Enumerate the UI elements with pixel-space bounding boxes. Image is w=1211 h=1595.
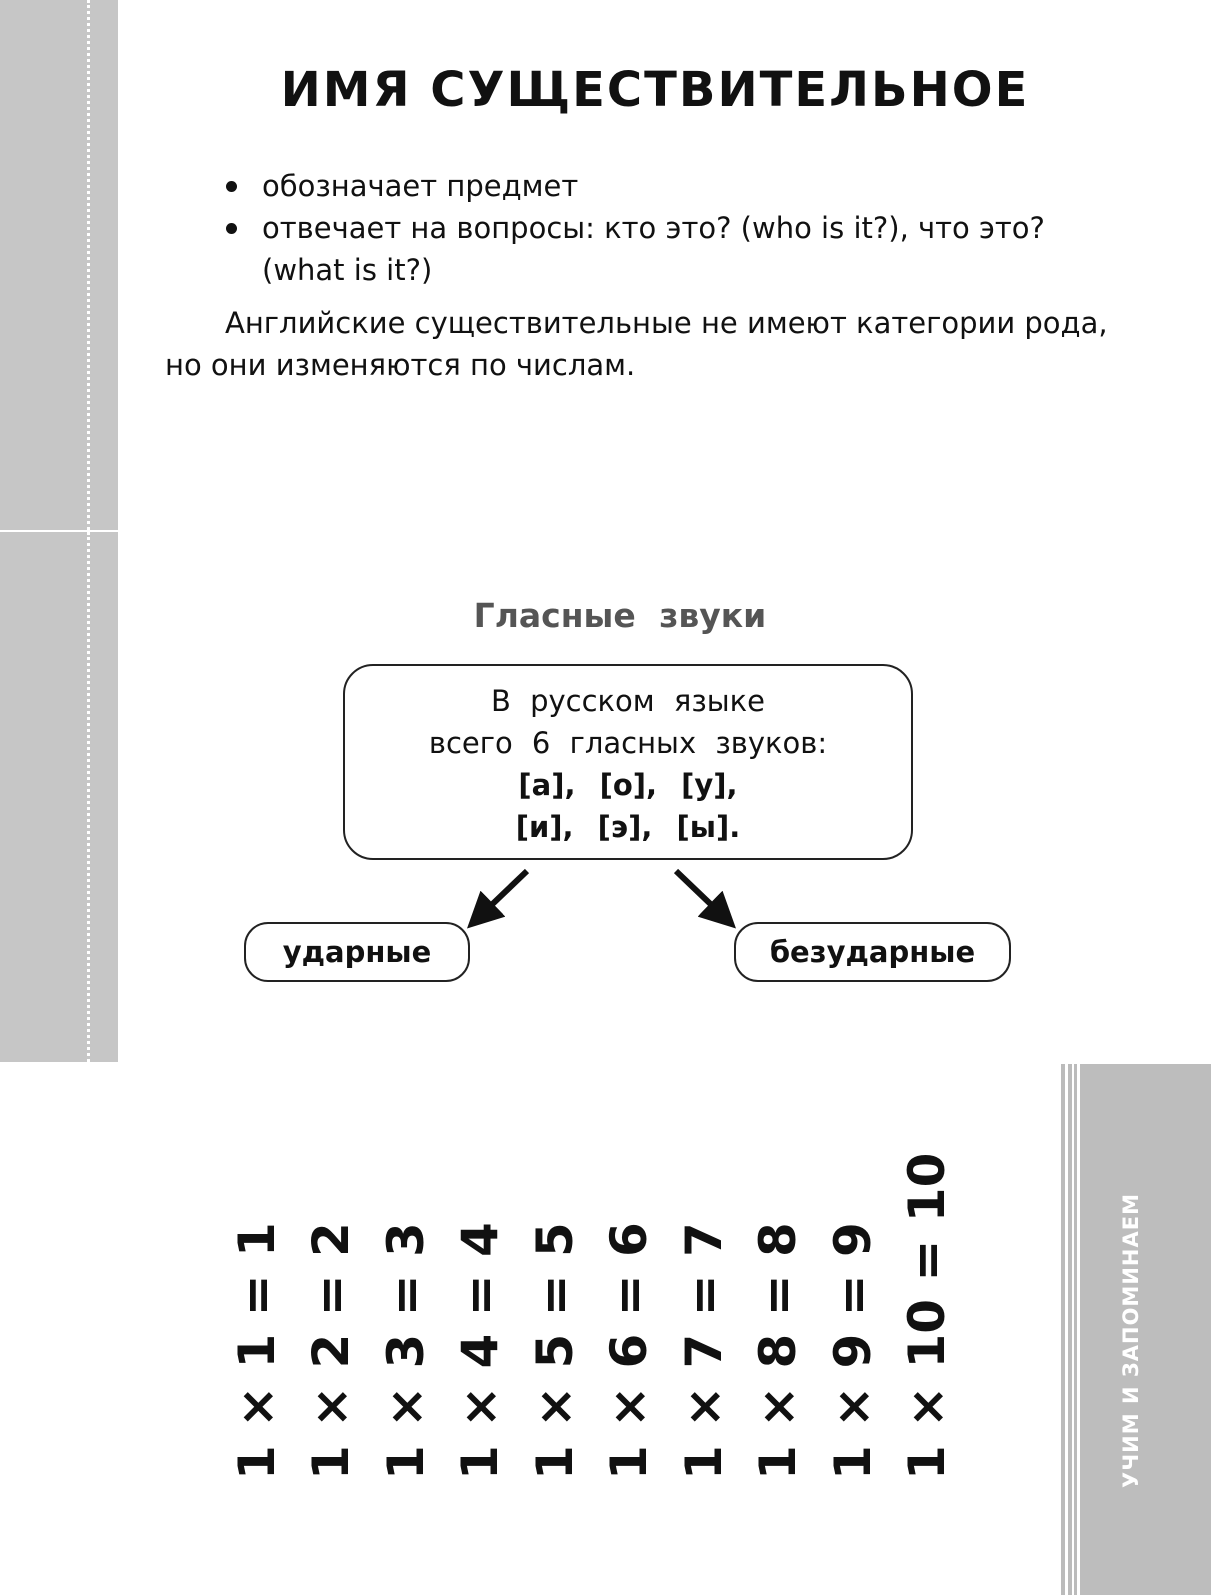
mult-row: 1 × 3 = 3 — [377, 1222, 435, 1480]
vowel-box-line: всего 6 гласных звуков: — [428, 726, 828, 760]
mult-row: 1 × 5 = 5 — [526, 1222, 584, 1480]
side-gray-panel — [1080, 1064, 1211, 1595]
noun-bullet-item: отвечает на вопросы: кто это? (who is it?), что это? (what is it?) — [220, 207, 1135, 291]
mult-row: 1 × 4 = 4 — [451, 1222, 509, 1480]
side-panel-label: УЧИМ И ЗАПОМИНАЕМ — [1119, 1193, 1143, 1488]
mult-row: 1 × 2 = 2 — [302, 1222, 360, 1480]
noun-card-title: ИМЯ СУЩЕСТВИТЕЛЬНОЕ — [280, 62, 1030, 118]
side-decorative-lines — [1061, 1064, 1077, 1595]
mult-row: 1 × 10 = 10 — [898, 1152, 956, 1480]
arrow-right-icon — [676, 871, 723, 916]
mult-row: 1 × 1 = 1 — [228, 1222, 286, 1480]
mult-row: 1 × 9 = 9 — [824, 1222, 882, 1480]
stressed-label-pill: ударные — [244, 922, 470, 982]
noun-paragraph: Английские существительные не имеют категории рода, но они изменяются по числам. — [165, 306, 1108, 382]
vowel-card-title: Гласные звуки — [473, 596, 767, 635]
noun-bullet-item: обозначает предмет — [220, 165, 1135, 207]
arrow-left-icon — [480, 871, 527, 916]
mult-row: 1 × 7 = 7 — [675, 1222, 733, 1480]
mult-row: 1 × 8 = 8 — [749, 1222, 807, 1480]
mult-row: 1 × 6 = 6 — [600, 1222, 658, 1480]
vowel-box-sounds: [и], [э], [ы]. — [515, 810, 741, 844]
vowel-box-line: В русском языке — [490, 684, 766, 718]
vowel-box-sounds: [а], [о], [у], — [518, 768, 738, 802]
unstressed-label-pill: безударные — [734, 922, 1011, 982]
